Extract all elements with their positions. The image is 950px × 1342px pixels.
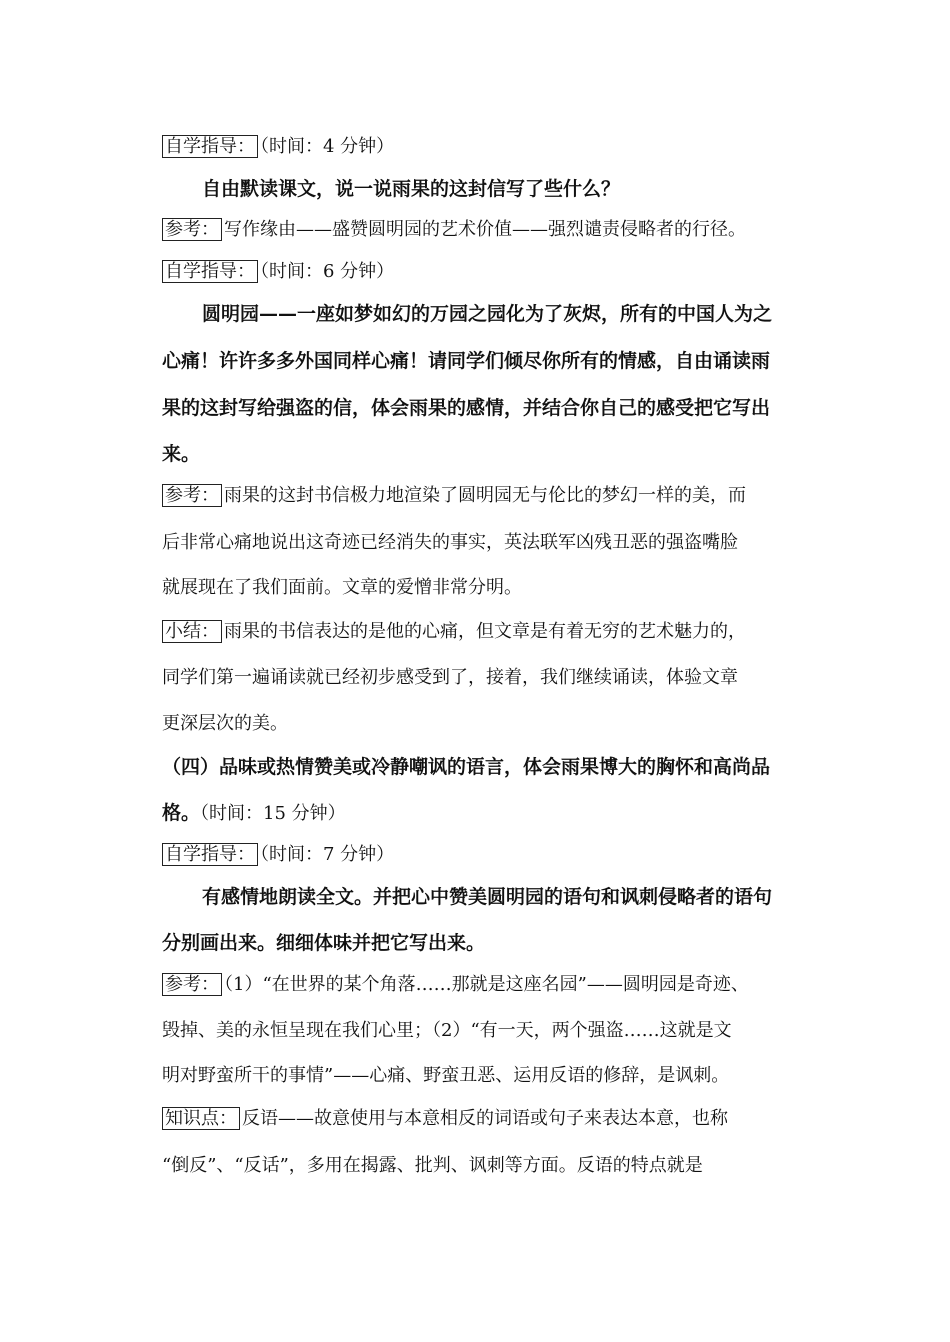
guide-label: 自学指导： xyxy=(162,260,258,283)
reference-2-line: 就展现在了我们面前。文章的爱憎非常分明。 xyxy=(162,577,522,598)
reference-label: 参考： xyxy=(162,484,222,507)
summary-label: 小结： xyxy=(162,620,222,643)
summary-text: 雨果的书信表达的是他的心痛，但文章是有着无穷的艺术魅力的， xyxy=(224,621,746,642)
task-3-line: 分别画出来。细细体味并把它写出来。 xyxy=(162,932,486,954)
section-4-heading-cont xyxy=(162,801,346,826)
reference-text: 写作缘由——盛赞圆明园的艺术价值——强烈谴责侵略者的行径。 xyxy=(224,219,746,240)
reference-3 xyxy=(162,973,749,997)
knowledge-text: 反语——故意使用与本意相反的词语或句子来表达本意，也称 xyxy=(242,1108,728,1129)
guide-time: （时间：4 分钟） xyxy=(260,136,395,157)
reference-2-line: 后非常心痛地说出这奇迹已经消失的事实，英法联军凶残丑恶的强盗嘴脸 xyxy=(162,532,738,553)
section-4-heading: （四）品味或热情赞美或冷静嘲讽的语言，体会雨果博大的胸怀和高尚品 xyxy=(162,756,771,778)
self-study-guide-1 xyxy=(162,135,394,159)
self-study-guide-2 xyxy=(162,260,394,284)
reference-label: 参考： xyxy=(162,218,222,241)
knowledge-line: “倒反”、“反话”，多用在揭露、批判、讽刺等方面。反语的特点就是 xyxy=(162,1155,703,1176)
task-1: 自由默读课文，说一说雨果的这封信写了些什么？ xyxy=(202,178,621,200)
task-2-line: 圆明园——一座如梦如幻的万园之园化为了灰烬，所有的中国人为之 xyxy=(202,303,773,325)
summary-line: 同学们第一遍诵读就已经初步感受到了，接着，我们继续诵读，体验文章 xyxy=(162,667,738,688)
task-2-line: 来。 xyxy=(162,443,201,465)
task-2-line: 心痛！许许多多外国同样心痛！请同学们倾尽你所有的情感，自由诵读雨 xyxy=(162,350,771,372)
self-study-guide-3 xyxy=(162,843,394,867)
knowledge-point xyxy=(162,1107,728,1131)
task-2-line: 果的这封写给强盗的信，体会雨果的感情，并结合你自己的感受把它写出 xyxy=(162,397,771,419)
reference-1 xyxy=(162,218,746,242)
reference-text: （1）“在世界的某个角落……那就是这座名园”——圆明园是奇迹、 xyxy=(224,974,749,995)
reference-text: 雨果的这封书信极力地渲染了圆明园无与伦比的梦幻一样的美，而 xyxy=(224,485,746,506)
task-3-line: 有感情地朗读全文。并把心中赞美圆明园的语句和讽刺侵略者的语句 xyxy=(202,886,773,908)
reference-3-line: 毁掉、美的永恒呈现在我们心里；（2）“有一天，两个强盗……这就是文 xyxy=(162,1020,732,1041)
section-4-heading-end: 格。 xyxy=(162,802,201,824)
reference-3-line: 明对野蛮所干的事情”——心痛、野蛮丑恶、运用反语的修辞，是讽刺。 xyxy=(162,1065,730,1086)
guide-time: （时间：7 分钟） xyxy=(260,844,395,865)
knowledge-label: 知识点： xyxy=(162,1107,240,1130)
guide-time: （时间：6 分钟） xyxy=(260,261,395,282)
summary xyxy=(162,620,746,644)
reference-label: 参考： xyxy=(162,973,222,996)
reference-2 xyxy=(162,484,746,508)
guide-label: 自学指导： xyxy=(162,135,258,158)
summary-line: 更深层次的美。 xyxy=(162,713,288,734)
section-4-time: （时间：15 分钟） xyxy=(200,803,346,824)
guide-label: 自学指导： xyxy=(162,843,258,866)
